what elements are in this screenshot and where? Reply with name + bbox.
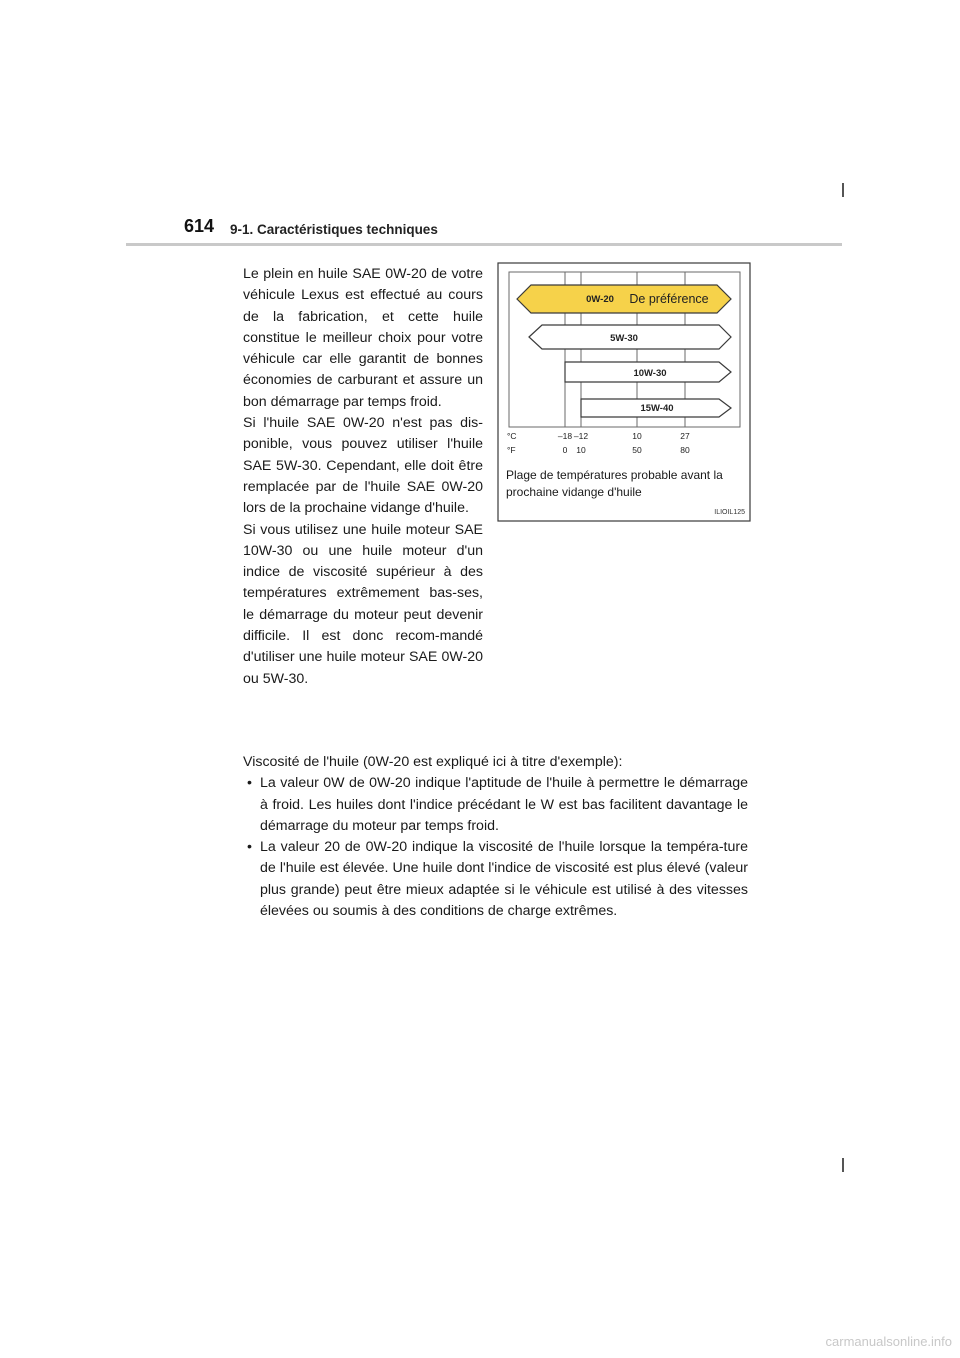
page-footer xyxy=(0,1330,960,1358)
bar-15w-40 xyxy=(581,399,731,417)
list-item xyxy=(243,837,748,922)
fahrenheit-tick: 10 xyxy=(576,445,586,455)
viscosity-explanation xyxy=(243,752,748,922)
fahrenheit-tick: 50 xyxy=(632,445,642,455)
intro-paragraph: Si vous utilisez une huile moteur SAE 10W-30 ou une huile moteur d'un indice de viscosité supérieur à des températures extrêmement bas-ses, le démarrage du moteur peut devenir difficile. Il est donc recom-mandé d'utiliser une huile moteur SAE 0W-20 ou 5W-30. xyxy=(243,521,483,687)
figure-caption: Plage de températures probable avant la prochaine vidange d'huile xyxy=(506,468,723,499)
viscosity-intro: Viscosité de l'huile (0W-20 est expliqué ici à titre d'exemple): xyxy=(243,754,623,770)
crop-mark-bottom-right xyxy=(842,1158,844,1172)
celsius-tick: –18 xyxy=(557,431,573,441)
fahrenheit-tick: 80 xyxy=(680,445,690,455)
celsius-tick: 27 xyxy=(680,431,690,441)
intro-text-column xyxy=(243,264,483,690)
bar-5w-30-grade: 5W-30 xyxy=(610,333,638,344)
intro-paragraph: Le plein en huile SAE 0W-20 de votre véhicule Lexus est effectué au cours de la fabrication, et cette huile constitue le meilleur choix pour votre véhicule car elle garantit de bonnes économies de carburant et assure un bon démarrage par temps froid. xyxy=(243,266,483,410)
bar-10w-30-grade: 10W-30 xyxy=(633,368,667,379)
figure-code: ILIOIL125 xyxy=(714,509,745,516)
bar-0w-20-grade: 0W-20 xyxy=(586,294,614,305)
list-item xyxy=(243,773,748,837)
header-divider xyxy=(126,243,842,246)
bullet-symbol: • xyxy=(247,839,252,856)
bar-10w-30 xyxy=(565,362,731,382)
bar-15w-40-grade: 15W-40 xyxy=(640,403,674,414)
watermark: carmanualsonline.info xyxy=(825,1334,952,1349)
page-number: 614 xyxy=(184,216,215,236)
bullet-text: La valeur 20 de 0W-20 indique la viscosité de l'huile lorsque la tempéra-ture de l'huile est élevée. Une huile dont l'indice de viscosité est plus élevé (valeur plus grande) peut être mieux adaptée si le véhicule est utilisé à des vitesses élevées ou soumis à des conditions de charge extrêmes. xyxy=(260,839,748,920)
celsius-tick: 10 xyxy=(632,431,642,441)
fahrenheit-unit: °F xyxy=(507,445,516,455)
bar-0w-20-note: De préférence xyxy=(629,292,709,306)
viscosity-bullet-list xyxy=(243,773,748,922)
oil-viscosity-figure xyxy=(497,262,751,522)
bar-0w-20 xyxy=(517,285,731,313)
celsius-tick: –12 xyxy=(573,431,589,441)
bullet-symbol: • xyxy=(247,775,252,792)
intro-paragraph: Si l'huile SAE 0W-20 n'est pas dis-ponible, vous pouvez utiliser l'huile SAE 5W-30. Cependant, elle doit être remplacée par de l'huile SAE 0W-20 lors de la prochaine vidange d'huile. xyxy=(243,415,483,517)
page-header xyxy=(0,0,960,250)
section-title: 9-1. Caractéristiques techniques xyxy=(230,222,438,237)
bar-5w-30 xyxy=(529,325,731,349)
celsius-unit: °C xyxy=(507,431,517,441)
fahrenheit-tick: 0 xyxy=(562,445,568,455)
bullet-text: La valeur 0W de 0W-20 indique l'aptitude de l'huile à permettre le démarrage à froid. Les huiles dont l'indice précédant le W est bas facilitent davantage le démarrage du moteur par temps froid. xyxy=(260,775,748,834)
